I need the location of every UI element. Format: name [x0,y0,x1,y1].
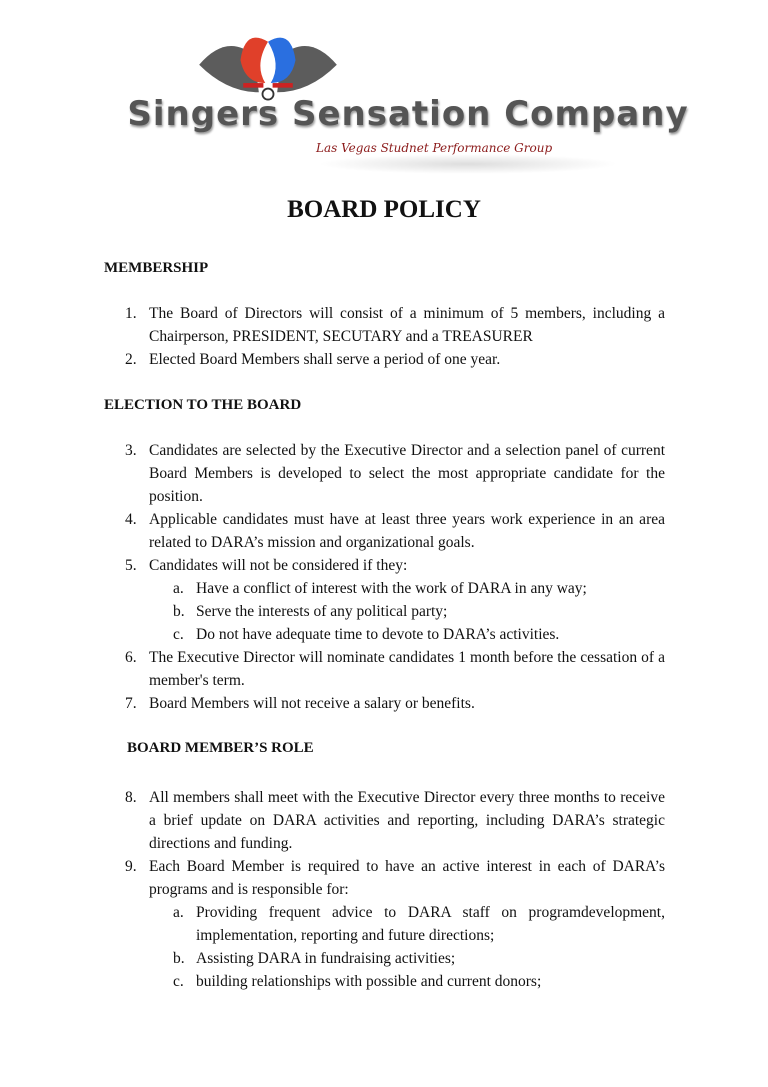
sub-item [149,947,665,970]
section-heading-election: ELECTION TO THE BOARD [104,397,302,413]
election-list [125,439,665,715]
sub-item-text: Providing frequent advice to DARA staff on programdevelopment, implementation, reporting and future directions; [196,904,665,944]
list-item [125,786,665,855]
item-number: 3. [125,442,137,459]
logo-shadow [318,154,618,174]
company-logo [88,28,728,178]
item-number: 8. [125,789,137,806]
list-item [125,692,665,715]
logo-subtitle: Las Vegas Studnet Performance Group [316,141,553,155]
sub-item-letter: c. [173,626,184,643]
sub-item-text: building relationships with possible and current donors; [196,973,542,990]
list-item [125,508,665,554]
sub-item-text: Serve the interests of any political party; [196,603,448,620]
item-text: Applicable candidates must have at least three years work experience in an area related to DARA’s mission and organizational goals. [149,511,665,551]
sub-item-letter: a. [173,580,184,597]
sub-item [149,623,665,646]
item-text: Candidates are selected by the Executive Director and a selection panel of current Board Members is developed to select the most appropriate candidate for the position. [149,442,665,505]
list-item [125,646,665,692]
list-item [125,554,665,646]
sub-item [149,600,665,623]
sub-item-text: Do not have adequate time to devote to DARA’s activities. [196,626,560,643]
sub-item-text: Have a conflict of interest with the work of DARA in any way; [196,580,587,597]
item-number: 2. [125,351,137,368]
item-number: 9. [125,858,137,875]
sub-item-letter: b. [173,603,185,620]
list-item [125,439,665,508]
sub-item-letter: a. [173,904,184,921]
sub-item [149,901,665,947]
item-text: All members shall meet with the Executive Director every three months to receive a brief update on DARA activities and reporting, including DARA’s strategic directions and funding. [149,789,665,852]
item-text: Elected Board Members shall serve a period of one year. [149,351,501,368]
role-list [125,786,665,993]
item-text: The Board of Directors will consist of a minimum of 5 members, including a Chairperson, PRESIDENT, SECUTARY and a TREASURER [149,305,665,345]
item-text: Board Members will not receive a salary or benefits. [149,695,475,712]
item-number: 5. [125,557,137,574]
sub-item-letter: c. [173,973,184,990]
list-item [125,348,665,371]
item-text: Candidates will not be considered if they: [149,557,408,574]
sub-list [149,901,665,993]
sub-item [149,577,665,600]
item-text: The Executive Director will nominate candidates 1 month before the cessation of a member's term. [149,649,665,689]
item-number: 1. [125,305,137,322]
item-number: 6. [125,649,137,666]
logo-title: Singers Sensation Company [127,94,689,134]
sub-item-letter: b. [173,950,185,967]
item-number: 7. [125,695,137,712]
section-heading-membership: MEMBERSHIP [104,260,209,276]
sub-item-text: Assisting DARA in fundraising activities; [196,950,456,967]
section-heading-role: BOARD MEMBER’S ROLE [127,740,314,756]
item-number: 4. [125,511,137,528]
list-item [125,302,665,348]
list-item [125,855,665,993]
sub-item [149,970,665,993]
membership-list [125,302,665,371]
item-text: Each Board Member is required to have an active interest in each of DARA’s programs and is responsible for: [149,858,665,898]
sub-list [149,577,665,646]
page-title: BOARD POLICY [287,196,481,223]
